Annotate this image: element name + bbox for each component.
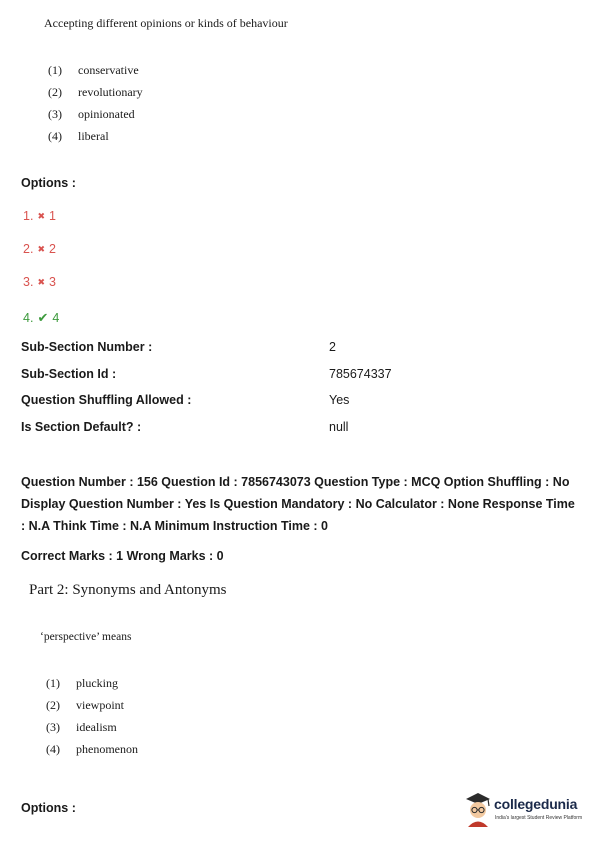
logo-tagline: India's largest Student Review Platform [495, 815, 583, 821]
question-stem-2: ‘perspective’ means [40, 631, 132, 643]
section-default-value: null [329, 420, 349, 434]
graduate-mascot-icon [462, 790, 494, 828]
options-heading: Options : [21, 176, 76, 190]
part-title: Part 2: Synonyms and Antonyms [29, 582, 227, 598]
subsection-number-label: Sub-Section Number : [21, 340, 153, 354]
shuffle-value: Yes [329, 393, 350, 407]
option-row-3: 3. ✖ 3 [23, 275, 56, 289]
marks-line: Correct Marks : 1 Wrong Marks : 0 [21, 549, 224, 563]
option-row-1: 1. ✖ 1 [23, 209, 56, 223]
question-meta [21, 471, 581, 537]
question-meta-line-1: Question Number : 156 Question Id : 7856743073 Question Type : MCQ Option Shuffling : No [21, 475, 570, 489]
cross-icon: ✖ [37, 210, 45, 221]
check-icon: ✔ [37, 310, 49, 325]
option-row-2: 2. ✖ 2 [23, 242, 56, 256]
question-meta-line-3: : N.A Think Time : N.A Minimum Instruction Time : 0 [21, 519, 328, 533]
cross-icon: ✖ [37, 276, 45, 287]
subsection-id-label: Sub-Section Id : [21, 367, 117, 381]
logo-name: collegedunia [494, 796, 578, 812]
section-default-label: Is Section Default? : [21, 420, 142, 434]
subsection-id-value: 785674337 [329, 367, 392, 381]
question-meta-line-2: Display Question Number : Yes Is Question Mandatory : No Calculator : None Response Time [21, 497, 575, 511]
collegedunia-logo [462, 790, 587, 830]
subsection-number-value: 2 [329, 340, 336, 354]
option-row-4: 4. ✔ 4 [23, 310, 60, 325]
shuffle-label: Question Shuffling Allowed : [21, 393, 192, 407]
options-heading-2: Options : [21, 801, 76, 815]
question-stem: Accepting different opinions or kinds of behaviour [44, 16, 288, 30]
cross-icon: ✖ [37, 243, 45, 254]
